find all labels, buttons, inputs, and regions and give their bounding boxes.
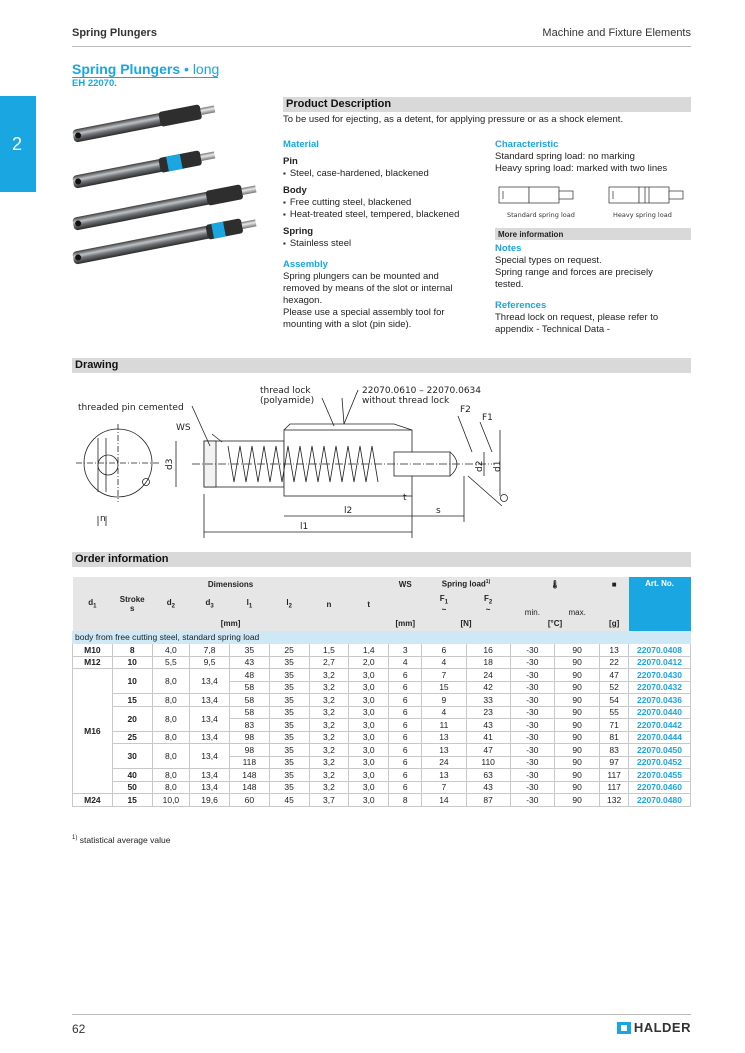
weight-icon: ■ (600, 577, 629, 591)
drawing-label-l2: l2 (344, 506, 353, 516)
assembly-line: mounting with a slot (pin side). (283, 319, 412, 330)
table-row: 30 8,0 13,4 98 35 3,2 3,0 6 13 47 -30 90 83 22070.0450 (73, 744, 691, 757)
drawing-label-d3: d3 (165, 458, 175, 470)
article-number[interactable]: 22070.0430 (629, 669, 691, 682)
table-row: 25 8,0 13,4 98 35 3,2 3,0 6 13 41 -30 90 81 22070.0444 (73, 731, 691, 744)
material-assembly-column (283, 139, 483, 331)
notes-heading: Notes (495, 243, 522, 254)
header-catalog-title: Machine and Fixture Elements (542, 27, 691, 39)
technical-drawing (72, 376, 691, 546)
drawing-label-d1: d1 (493, 460, 503, 472)
article-number[interactable]: 22070.0480 (629, 794, 691, 807)
ws-header: WS (389, 577, 422, 591)
art-no-header: Art. No. (629, 577, 691, 631)
order-table (72, 577, 691, 807)
unit-ws: [mm] (389, 617, 422, 631)
drawing-label-threaded-pin: threaded pin cemented (78, 403, 184, 413)
group-row: body from free cutting steel, standard spring load (73, 631, 691, 644)
footer-divider (72, 1014, 691, 1015)
material-heading: Material (283, 139, 319, 150)
header-divider (72, 46, 691, 47)
plunger-photo-2 (72, 148, 216, 190)
drawing-label-without-thread-lock: without thread lock (362, 396, 450, 406)
spring-load-marking-illustration (495, 179, 691, 223)
drawing-label-range: 22070.0610 – 22070.0634 (362, 386, 482, 396)
drawing-label-n: n (100, 514, 106, 524)
table-row: 50 8,0 13,4 148 35 3,2 3,0 6 7 43 -30 90 117 22070.0460 (73, 781, 691, 794)
l1-header: $l_1$ (229, 591, 269, 617)
standard-spring-load-sketch (499, 187, 573, 203)
header-section-title: Spring Plungers (72, 27, 157, 39)
body-item: ▪ Heat-treated steel, tempered, blackened (283, 209, 483, 221)
dimensions-header: Dimensions (73, 577, 389, 591)
standard-spring-load-label: Standard spring load (507, 211, 575, 219)
body-label: Body (283, 185, 307, 196)
article-number[interactable]: 22070.0450 (629, 744, 691, 757)
spring-load-header: Spring load$^{1)}$ (422, 577, 510, 591)
page-number: 62 (72, 1022, 86, 1036)
table-row: 58 35 3,2 3,0 6 15 42 -30 90 52 22070.0432 (73, 681, 691, 694)
unit-n: [N] (422, 617, 510, 631)
table-row: 40 8,0 13,4 148 35 3,2 3,0 6 13 63 -30 90 117 22070.0455 (73, 769, 691, 782)
unit-celsius: [°C] (510, 617, 600, 631)
more-information-heading: More information (495, 228, 691, 240)
assembly-line: hexagon. (283, 295, 323, 306)
table-row: 118 35 3,2 3,0 6 24 110 -30 90 97 22070.0452 (73, 756, 691, 769)
table-row: 15 8,0 13,4 58 35 3,2 3,0 6 9 33 -30 90 54 22070.0436 (73, 694, 691, 707)
article-number[interactable]: 22070.0436 (629, 694, 691, 707)
drawing-label-f2: F2 (460, 405, 471, 415)
max-header: max. (554, 591, 599, 617)
table-row: 20 8,0 13,4 58 35 3,2 3,0 6 4 23 -30 90 55 22070.0440 (73, 706, 691, 719)
references-line: appendix - Technical Data - (495, 324, 610, 335)
characteristic-column (495, 139, 691, 336)
heavy-spring-load-label: Heavy spring load (613, 211, 672, 219)
article-number[interactable]: 22070.0442 (629, 719, 691, 732)
f2-header: $F_2$ ~ (466, 591, 510, 617)
spring-item: ▪ Stainless steel (283, 238, 483, 250)
t-header: t (349, 591, 389, 617)
drawing-label-d2: d2 (475, 460, 485, 472)
characteristic-heading: Characteristic (495, 139, 559, 150)
article-number[interactable]: 22070.0444 (629, 731, 691, 744)
n-header: n (309, 591, 349, 617)
product-description-text: To be used for ejecting, as a detent, for applying pressure or as a shock element. (283, 114, 624, 125)
characteristic-line: Standard spring load: no marking (495, 151, 635, 162)
stroke-header: Stroke s (112, 591, 152, 617)
article-number[interactable]: 22070.0455 (629, 769, 691, 782)
table-row: M16 10 8,0 13,4 48 35 3,2 3,0 6 7 24 -30 90 47 22070.0430 (73, 669, 691, 682)
table-row: M12 10 5,5 9,5 43 35 2,7 2,0 4 4 18 -30 90 22 22070.0412 (73, 656, 691, 669)
drawing-label-thread-lock: thread lock (260, 386, 311, 396)
brand-logo: HALDER (617, 1020, 691, 1035)
page-title: Spring Plungers • long (72, 61, 220, 77)
footnote: $^{1)}$ statistical average value (72, 835, 171, 845)
unit-g: [g] (600, 617, 629, 631)
drawing-label-s: s (436, 506, 441, 516)
article-number[interactable]: 22070.0452 (629, 756, 691, 769)
article-number[interactable]: 22070.0460 (629, 781, 691, 794)
article-number[interactable]: 22070.0432 (629, 681, 691, 694)
product-description-heading: Product Description (283, 97, 691, 112)
thermometer-icon: 🌡 (510, 577, 600, 591)
d2-header: $d_2$ (152, 591, 190, 617)
pin-item: ▪ Steel, case-hardened, blackened (283, 168, 483, 180)
drawing-heading: Drawing (72, 358, 691, 373)
min-header: min. (510, 591, 554, 617)
article-number[interactable]: 22070.0412 (629, 656, 691, 669)
article-number[interactable]: 22070.0408 (629, 644, 691, 657)
d3-header: $d_3$ (190, 591, 230, 617)
product-photos (68, 100, 278, 270)
notes-line: tested. (495, 279, 524, 290)
table-row: 83 35 3,2 3,0 6 11 43 -30 90 71 22070.0442 (73, 719, 691, 732)
assembly-line: Spring plungers can be mounted and (283, 271, 439, 282)
notes-line: Special types on request. (495, 255, 602, 266)
chapter-tab[interactable]: 2 (0, 96, 36, 192)
article-number[interactable]: 22070.0440 (629, 706, 691, 719)
f1-header: $F_1$ ~ (422, 591, 466, 617)
d1-header: $d_1$ (73, 591, 113, 617)
product-code: EH 22070. (72, 78, 117, 89)
unit-mm: [mm] (73, 617, 389, 631)
references-line: Thread lock on request, please refer to (495, 312, 659, 323)
assembly-line: Please use a special assembly tool for (283, 307, 445, 318)
spring-label: Spring (283, 226, 314, 237)
characteristic-line: Heavy spring load: marked with two lines (495, 163, 668, 174)
drawing-label-t: t (403, 493, 407, 503)
references-heading: References (495, 300, 547, 311)
drawing-label-polyamide: (polyamide) (260, 396, 315, 406)
drawing-label-ws: WS (176, 423, 191, 433)
l2-header: $l_2$ (269, 591, 309, 617)
drawing-label-f1: F1 (482, 413, 493, 423)
notes-line: Spring range and forces are precisely (495, 267, 653, 278)
table-row: M24 15 10,0 19,6 60 45 3,7 3,0 8 14 87 -30 90 132 22070.0480 (73, 794, 691, 807)
table-row: M10 8 4,0 7,8 35 25 1,5 1,4 3 6 16 -30 90 13 22070.0408 (73, 644, 691, 657)
heavy-spring-load-sketch (609, 187, 683, 203)
pin-label: Pin (283, 156, 298, 167)
drawing-label-l1: l1 (300, 522, 309, 532)
halder-logo-icon (617, 1022, 631, 1034)
assembly-line: removed by means of the slot or internal (283, 283, 453, 294)
plunger-photo-1 (72, 102, 216, 144)
order-information-heading: Order information (72, 552, 691, 567)
body-item: ▪ Free cutting steel, blackened (283, 197, 483, 209)
assembly-heading: Assembly (283, 259, 328, 270)
